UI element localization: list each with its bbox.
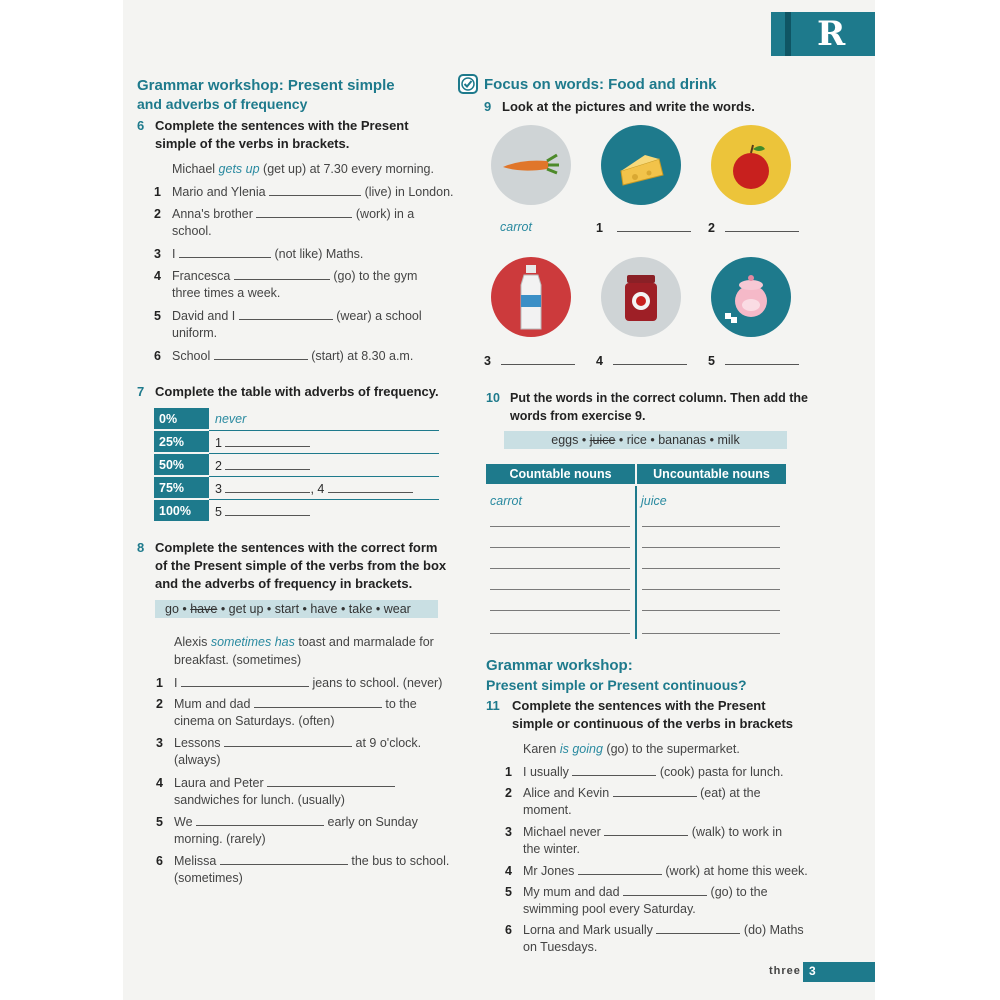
item-text: I usually bbox=[523, 765, 569, 779]
answer-blank[interactable] bbox=[181, 673, 309, 687]
ex11-item bbox=[505, 822, 782, 841]
answer-line[interactable] bbox=[642, 568, 780, 569]
item-text-continued: school. bbox=[172, 224, 212, 238]
ex9-blank-1 bbox=[596, 218, 691, 237]
answer-blank[interactable] bbox=[269, 182, 361, 196]
ex8-item bbox=[156, 694, 417, 713]
answer-blank[interactable] bbox=[328, 479, 413, 493]
item-text: (go) to the gym bbox=[333, 269, 418, 283]
ex11-example-post: (go) to the supermarket. bbox=[602, 742, 740, 756]
answer-blank[interactable] bbox=[656, 920, 740, 934]
item-text: Mum and dad bbox=[174, 697, 251, 711]
ex9-blank-4 bbox=[596, 351, 687, 370]
item-text-continued: morning. (rarely) bbox=[174, 832, 266, 846]
item-number: 2 bbox=[154, 207, 161, 221]
jam-jar-icon bbox=[601, 257, 681, 337]
cheese-picture bbox=[601, 125, 681, 205]
item-number: 3 bbox=[505, 825, 512, 839]
ex6-item bbox=[154, 306, 422, 325]
answer-blank[interactable] bbox=[225, 502, 310, 516]
ex8-item bbox=[156, 733, 421, 752]
item-text: (live) in London. bbox=[364, 185, 454, 199]
frequency-table bbox=[154, 408, 439, 523]
struck-word: juice bbox=[589, 433, 616, 447]
answer-blank[interactable] bbox=[623, 882, 707, 896]
item-number: 3 bbox=[156, 736, 163, 750]
answer-blank[interactable] bbox=[239, 306, 333, 320]
ex8-example bbox=[174, 633, 434, 651]
ex8-instruction-line3: and the adverbs of frequency in brackets. bbox=[155, 576, 413, 591]
carrot-icon bbox=[491, 125, 571, 205]
item-number: 1 bbox=[505, 765, 512, 779]
sugar-bowl-picture bbox=[711, 257, 791, 337]
answer-blank[interactable] bbox=[604, 822, 688, 836]
ex9-blank-3 bbox=[484, 351, 575, 370]
ex11-title-line2: Present simple or Present continuous? bbox=[486, 677, 747, 693]
ex6-instruction-line2: simple of the verbs in brackets. bbox=[155, 136, 350, 151]
ex10-instruction-line1: Put the words in the correct column. Then add the bbox=[510, 391, 808, 405]
answer-line[interactable] bbox=[642, 589, 780, 590]
item-text: Mr Jones bbox=[523, 864, 575, 878]
ex8-example-post: toast and marmalade for bbox=[294, 635, 434, 649]
ex8-item bbox=[156, 773, 395, 792]
item-text: (go) to the bbox=[710, 885, 768, 899]
item-text-continued: (sometimes) bbox=[174, 871, 243, 885]
item-number: 2 bbox=[156, 697, 163, 711]
blank-number: 4 bbox=[596, 354, 603, 368]
ex8-item bbox=[156, 673, 442, 692]
item-number: 1 bbox=[156, 676, 163, 690]
item-text: (do) Maths bbox=[743, 923, 804, 937]
unit-tab bbox=[771, 12, 875, 56]
word-list: • rice • bananas • milk bbox=[615, 433, 740, 447]
percent-cell: 100% bbox=[154, 499, 209, 522]
item-text: to the bbox=[385, 697, 417, 711]
ex11-item bbox=[505, 783, 761, 802]
answer-blank[interactable] bbox=[725, 351, 799, 365]
unit-letter: R bbox=[817, 14, 846, 54]
apple-icon bbox=[711, 125, 791, 205]
carrot-picture bbox=[491, 125, 571, 205]
answer-line[interactable] bbox=[490, 633, 630, 634]
ex11-item bbox=[505, 882, 768, 901]
word-list: eggs • bbox=[551, 433, 590, 447]
item-text-continued: moment. bbox=[523, 803, 572, 817]
item-text: (not like) Maths. bbox=[274, 247, 364, 261]
answer-blank[interactable] bbox=[179, 244, 271, 258]
item-text-continued: three times a week. bbox=[172, 286, 281, 300]
ex6-instruction-line1: Complete the sentences with the Present bbox=[155, 118, 409, 133]
answer-blank[interactable] bbox=[254, 694, 382, 708]
water-bottle-picture bbox=[491, 257, 571, 337]
ex8-instruction-line1: Complete the sentences with the correct form bbox=[155, 540, 438, 555]
item-text: early on Sunday bbox=[327, 815, 418, 829]
item-number: 3 bbox=[154, 247, 161, 261]
blank-number: 3 bbox=[215, 482, 222, 496]
ex11-instruction-line1: Complete the sentences with the Present bbox=[512, 698, 766, 713]
answer-blank[interactable] bbox=[578, 861, 662, 875]
ex9-number: 9 bbox=[484, 99, 492, 114]
answer-line[interactable] bbox=[490, 526, 630, 527]
blank-number: 1 bbox=[215, 436, 222, 450]
item-text-continued: cinema on Saturdays. (often) bbox=[174, 714, 335, 728]
ex6-title-line1: Grammar workshop: Present simple bbox=[137, 77, 395, 94]
answer-line[interactable] bbox=[642, 547, 780, 548]
table-row: 75% 3 , 4 bbox=[154, 476, 439, 499]
background-margin bbox=[0, 0, 123, 1000]
ex11-number: 11 bbox=[486, 698, 500, 713]
tab-stripe bbox=[785, 12, 791, 56]
uncountable-nouns-header: Uncountable nouns bbox=[637, 464, 786, 484]
item-text: the bus to school. bbox=[351, 854, 450, 868]
table-row bbox=[154, 430, 439, 453]
percent-cell: 75% bbox=[154, 476, 209, 499]
item-text: (work) in a bbox=[355, 207, 415, 221]
item-text: I bbox=[172, 247, 176, 261]
ex8-item bbox=[156, 812, 418, 831]
ex7-number: 7 bbox=[137, 384, 145, 399]
item-number: 6 bbox=[154, 349, 161, 363]
ex6-item bbox=[154, 346, 413, 365]
item-number: 1 bbox=[154, 185, 161, 199]
percent-cell: 25% bbox=[154, 430, 209, 453]
ex10-number: 10 bbox=[486, 391, 500, 405]
answer-blank[interactable] bbox=[225, 456, 310, 470]
item-text-continued: uniform. bbox=[172, 326, 218, 340]
blank-number: 2 bbox=[708, 221, 715, 235]
ex11-example bbox=[523, 740, 740, 758]
answer-blank[interactable] bbox=[256, 204, 352, 218]
item-text-continued: swimming pool every Saturday. bbox=[523, 902, 696, 916]
answer-blank[interactable] bbox=[267, 773, 395, 787]
ex6-example bbox=[172, 160, 434, 178]
item-number: 6 bbox=[156, 854, 163, 868]
percent-cell: 50% bbox=[154, 453, 209, 476]
answer-blank[interactable] bbox=[234, 266, 330, 280]
answer-line[interactable] bbox=[490, 568, 630, 569]
ex8-word-box bbox=[155, 600, 438, 618]
item-text: Lorna and Mark usually bbox=[523, 923, 653, 937]
item-text: Francesca bbox=[172, 269, 231, 283]
column-divider bbox=[635, 486, 637, 639]
countable-example: carrot bbox=[490, 494, 522, 508]
blank-number: 3 bbox=[484, 354, 491, 368]
ex8-example-pre: Alexis bbox=[174, 635, 211, 649]
answer-blank[interactable] bbox=[225, 479, 310, 493]
item-number: 4 bbox=[156, 776, 163, 790]
answer-line[interactable] bbox=[490, 610, 630, 611]
ex9-instruction: Look at the pictures and write the words. bbox=[502, 99, 755, 114]
item-number: 5 bbox=[505, 885, 512, 899]
answer-line[interactable] bbox=[490, 547, 630, 548]
answer-blank[interactable] bbox=[613, 783, 697, 797]
ex7-instruction: Complete the table with adverbs of frequency. bbox=[155, 384, 439, 399]
ex9-title-bold: Focus on words: bbox=[484, 76, 604, 93]
item-text: jeans to school. (never) bbox=[312, 676, 443, 690]
ex6-item bbox=[154, 244, 363, 263]
answer-blank[interactable] bbox=[572, 762, 656, 776]
table-row bbox=[154, 453, 439, 476]
ex10-word-box bbox=[504, 431, 787, 449]
answer-blank[interactable] bbox=[220, 851, 348, 865]
item-text-continued: sandwiches for lunch. (usually) bbox=[174, 793, 345, 807]
page-number: 3 bbox=[809, 964, 816, 978]
page-number-tab bbox=[803, 962, 875, 982]
ex11-item bbox=[505, 762, 784, 781]
answer-blank[interactable] bbox=[613, 351, 687, 365]
ex9-blank-5 bbox=[708, 351, 799, 370]
item-number: 6 bbox=[505, 923, 512, 937]
ex6-title-line2: and adverbs of frequency bbox=[137, 96, 308, 112]
ex8-instruction-line2: of the Present simple of the verbs from the box bbox=[155, 558, 447, 573]
item-text: (walk) to work in bbox=[691, 825, 783, 839]
answer-blank[interactable] bbox=[224, 733, 352, 747]
blank-number: 5 bbox=[708, 354, 715, 368]
word-list: go • bbox=[165, 602, 191, 616]
item-text: (cook) pasta for lunch. bbox=[659, 765, 784, 779]
ex8-example-answer: sometimes has bbox=[210, 635, 295, 649]
ex6-item bbox=[154, 204, 414, 223]
ex9-title-rest: Food and drink bbox=[604, 76, 717, 93]
ex11-example-answer: is going bbox=[559, 742, 603, 756]
item-text-continued: on Tuesdays. bbox=[523, 940, 598, 954]
item-text-continued: (always) bbox=[174, 753, 221, 767]
item-text: (work) at home this week. bbox=[665, 864, 808, 878]
ex11-example-pre: Karen bbox=[523, 742, 560, 756]
water-bottle-icon bbox=[491, 257, 571, 337]
item-text: (eat) at the bbox=[700, 786, 761, 800]
blank-number: 2 bbox=[215, 459, 222, 473]
answer-blank[interactable] bbox=[214, 346, 308, 360]
blank-number: 4 bbox=[317, 482, 325, 496]
apple-picture bbox=[711, 125, 791, 205]
jam-jar-picture bbox=[601, 257, 681, 337]
blank-number: 5 bbox=[215, 505, 222, 520]
item-text: (start) at 8.30 a.m. bbox=[311, 349, 414, 363]
ex11-item bbox=[505, 861, 808, 880]
item-text: Melissa bbox=[174, 854, 217, 868]
item-text: Anna's brother bbox=[172, 207, 253, 221]
ex6-item bbox=[154, 266, 417, 285]
item-text: Laura and Peter bbox=[174, 776, 264, 790]
item-number: 5 bbox=[156, 815, 163, 829]
ex8-number: 8 bbox=[137, 540, 145, 555]
item-text: (wear) a school bbox=[336, 309, 422, 323]
example-answer: never bbox=[215, 411, 247, 426]
countable-nouns-header: Countable nouns bbox=[486, 464, 635, 484]
ex11-instruction-line2: simple or continuous of the verbs in brackets bbox=[512, 716, 794, 731]
item-text: Lessons bbox=[174, 736, 221, 750]
answer-blank[interactable] bbox=[501, 351, 575, 365]
ex6-number: 6 bbox=[137, 118, 145, 133]
ex11-title-line1: Grammar workshop: bbox=[486, 657, 633, 674]
page-word: three bbox=[769, 965, 801, 977]
struck-word: have bbox=[190, 602, 218, 616]
item-text: Alice and Kevin bbox=[523, 786, 610, 800]
item-number: 5 bbox=[154, 309, 161, 323]
ex9-title bbox=[484, 76, 717, 94]
item-text: Mario and Ylenia bbox=[172, 185, 266, 199]
answer-line[interactable] bbox=[642, 526, 780, 527]
item-text: at 9 o'clock. bbox=[355, 736, 422, 750]
answer-line[interactable] bbox=[490, 589, 630, 590]
sugar-bowl-icon bbox=[711, 257, 791, 337]
item-text: I bbox=[174, 676, 178, 690]
uncountable-example: juice bbox=[641, 494, 667, 508]
item-number: 4 bbox=[154, 269, 161, 283]
word-list: • get up • start • have • take • wear bbox=[217, 602, 411, 616]
item-number: 4 bbox=[505, 864, 512, 878]
cheese-icon bbox=[601, 125, 681, 205]
answer-line[interactable] bbox=[642, 633, 780, 634]
item-text: My mum and dad bbox=[523, 885, 620, 899]
item-number: 2 bbox=[505, 786, 512, 800]
blank-number: 1 bbox=[596, 221, 603, 235]
table-row bbox=[154, 499, 439, 522]
ex11-item bbox=[505, 920, 804, 939]
answer-blank[interactable] bbox=[725, 218, 799, 232]
answer-blank[interactable] bbox=[225, 433, 310, 447]
item-text: David and I bbox=[172, 309, 236, 323]
item-text: Michael never bbox=[523, 825, 601, 839]
ex8-item bbox=[156, 851, 449, 870]
ex10-instruction-line2: words from exercise 9. bbox=[510, 409, 646, 423]
ex9-example-answer: carrot bbox=[500, 220, 532, 234]
checkmark-badge-icon bbox=[458, 74, 478, 94]
percent-cell: 0% bbox=[154, 408, 209, 430]
ex6-example-post: (get up) at 7.30 every morning. bbox=[259, 162, 434, 176]
table-row bbox=[154, 408, 439, 430]
ex6-item bbox=[154, 182, 454, 201]
item-text: We bbox=[174, 815, 193, 829]
answer-line[interactable] bbox=[642, 610, 780, 611]
answer-blank[interactable] bbox=[196, 812, 324, 826]
ex6-example-pre: Michael bbox=[172, 162, 219, 176]
item-text-continued: the winter. bbox=[523, 842, 580, 856]
ex8-example-line2: breakfast. (sometimes) bbox=[174, 653, 302, 667]
item-text: School bbox=[172, 349, 211, 363]
ex9-blank-2 bbox=[708, 218, 799, 237]
ex6-example-answer: gets up bbox=[218, 162, 260, 176]
answer-blank[interactable] bbox=[617, 218, 691, 232]
